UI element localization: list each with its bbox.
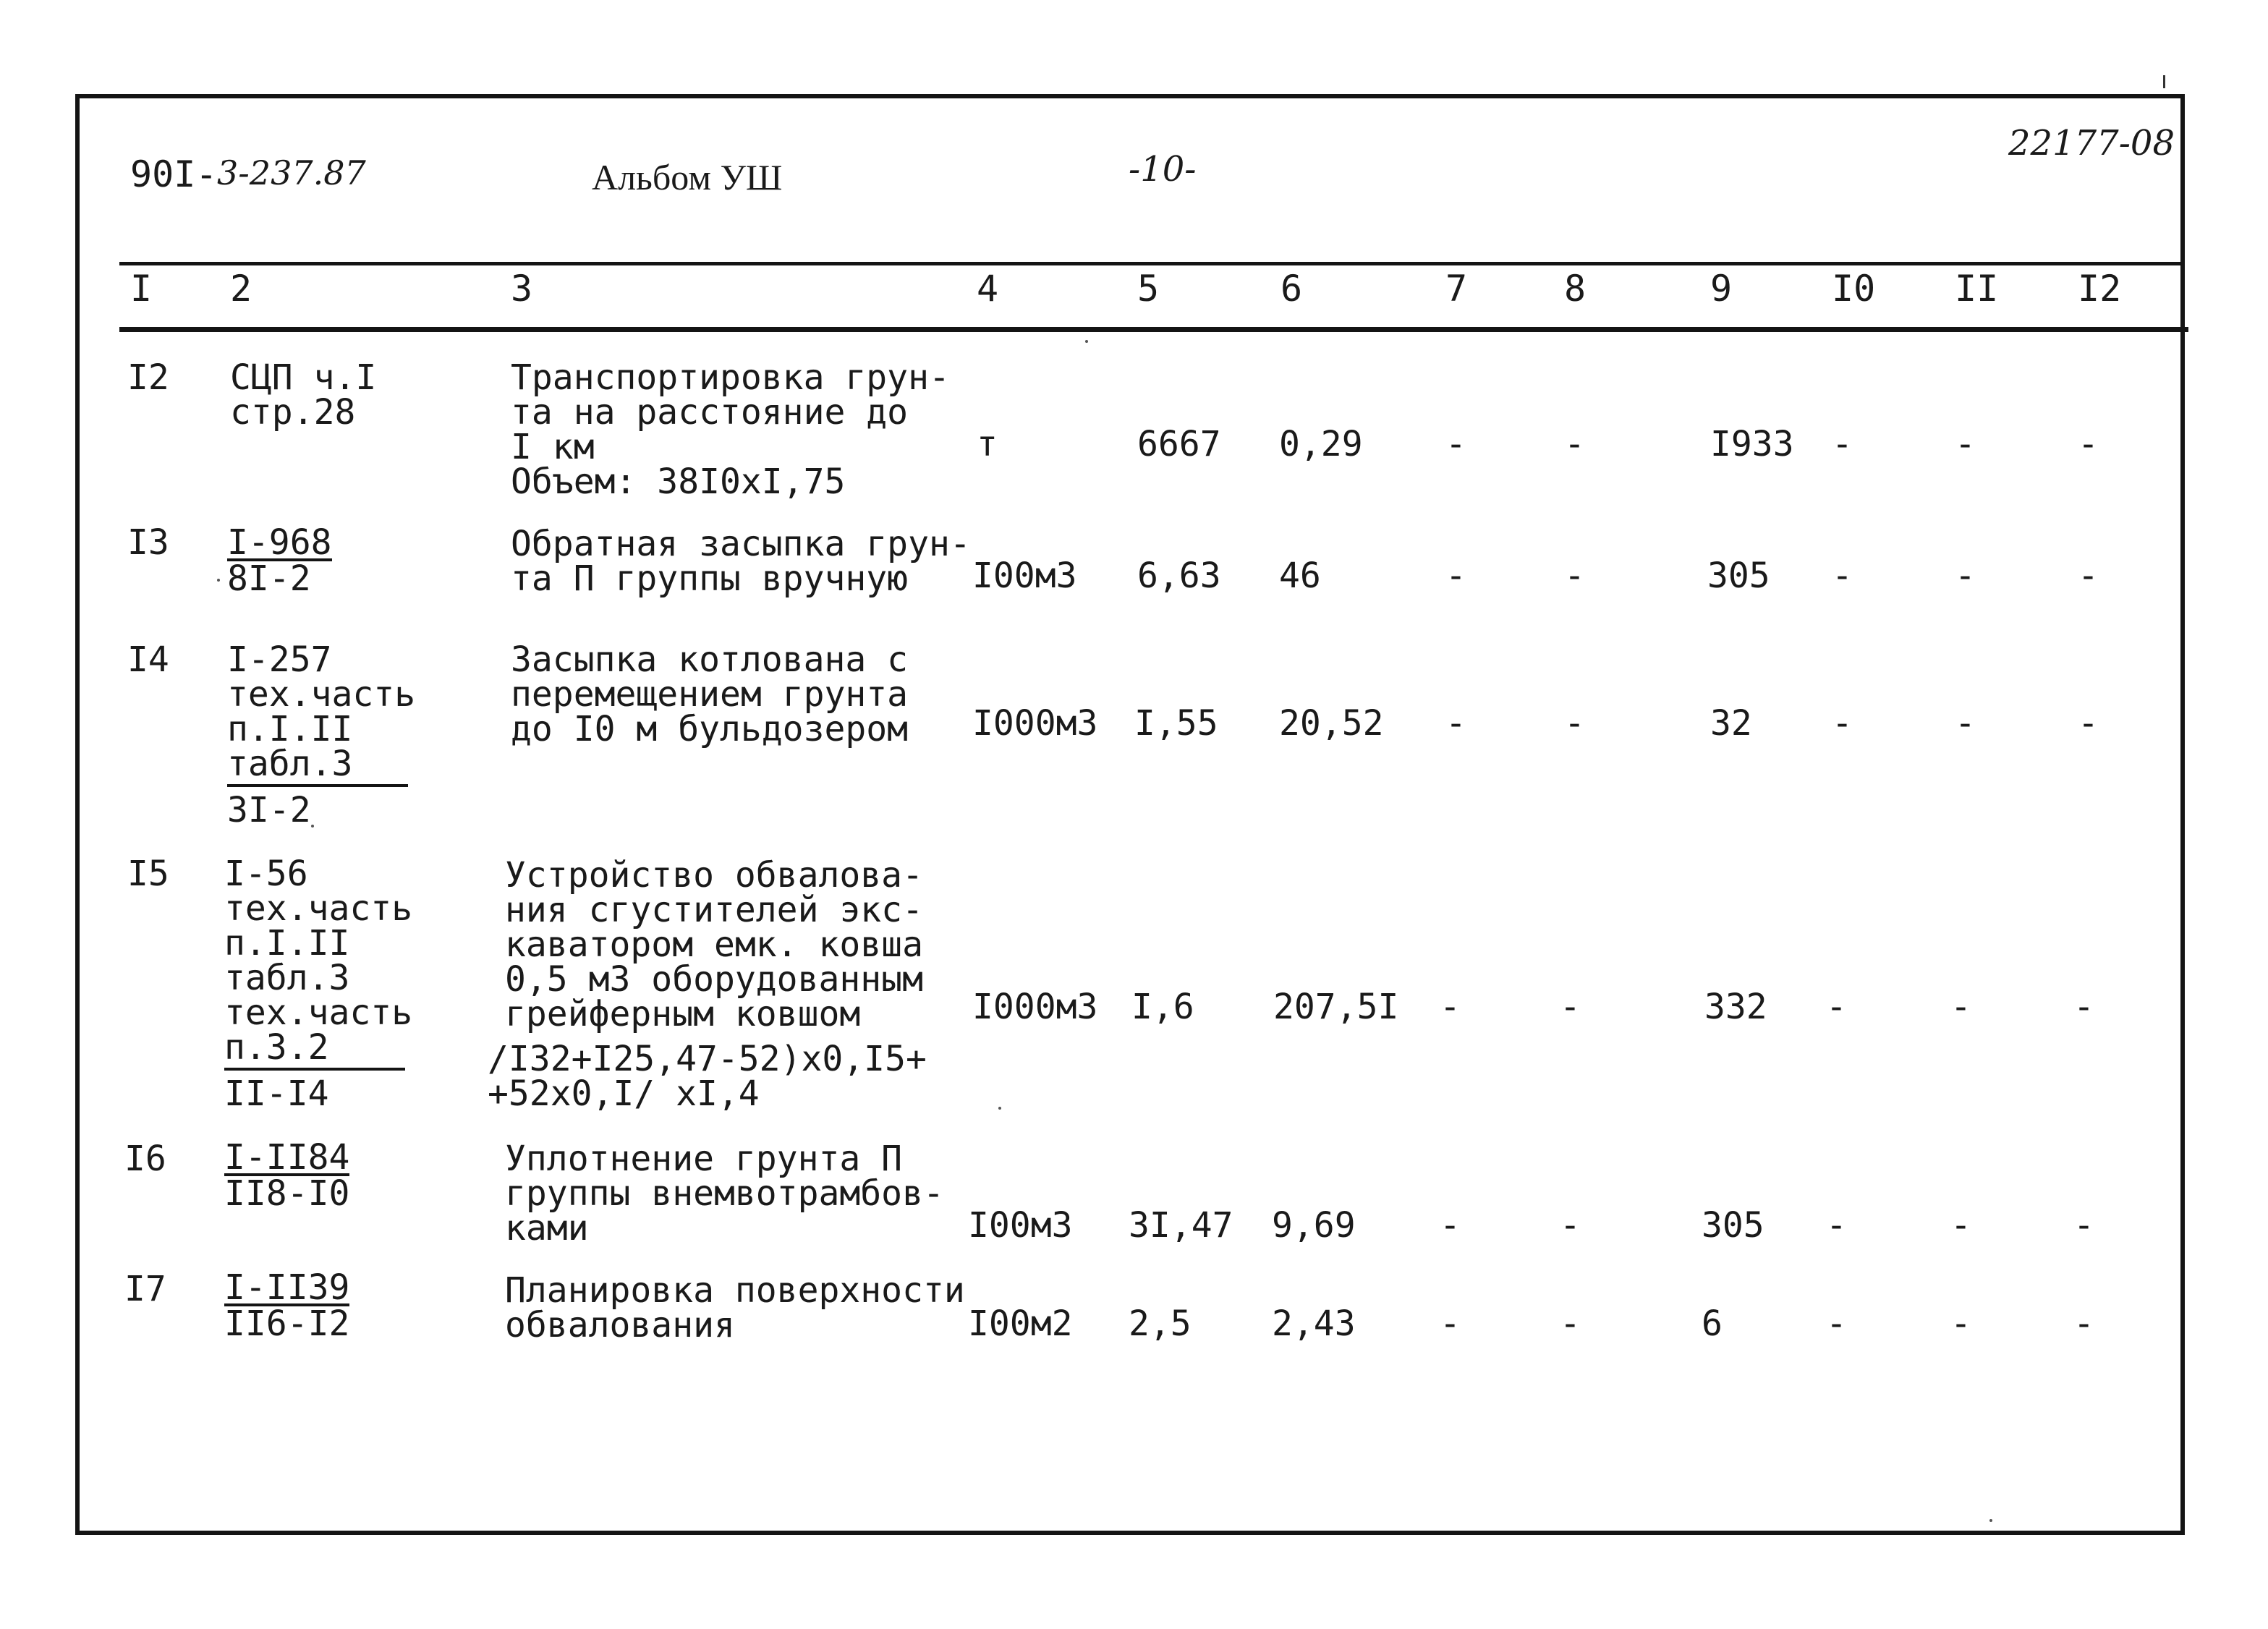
row-col5: 6,63 <box>1137 556 1221 596</box>
row-col9: 305 <box>1707 556 1770 596</box>
row-col6: 2,43 <box>1272 1303 1356 1344</box>
row-number: I3 <box>127 522 169 563</box>
col-header-10: I0 <box>1832 268 1876 310</box>
row-number: I2 <box>127 357 169 398</box>
row-reference: I-II84 II8-I0 <box>224 1137 350 1214</box>
row-col7: - <box>1440 1303 1461 1344</box>
row-col5: 2,5 <box>1129 1303 1192 1344</box>
row-unit: т <box>977 424 998 464</box>
col-header-4: 4 <box>977 268 999 310</box>
row-reference: СЦП ч.I стр.28 <box>230 357 377 433</box>
col-header-5: 5 <box>1137 268 1160 310</box>
col-header-7: 7 <box>1445 268 1468 310</box>
row-col7: - <box>1440 1205 1461 1246</box>
row-col6: 46 <box>1279 556 1321 596</box>
row-col11: - <box>1955 424 1976 464</box>
row-col9: 332 <box>1704 987 1767 1027</box>
inventory-number: 22177-08 <box>2008 123 2175 163</box>
row-formula: /I32+I25,47-52)x0,I5+ +52x0,I/ xI,4 <box>488 1039 927 1114</box>
row-col9: 6 <box>1702 1303 1723 1344</box>
scan-speck <box>1989 1519 1992 1522</box>
row-col12: - <box>2078 703 2099 744</box>
row-col9: 305 <box>1702 1205 1764 1246</box>
row-col5: I,6 <box>1131 987 1194 1027</box>
row-col11: - <box>1950 987 1971 1027</box>
row-col10: - <box>1826 987 1847 1027</box>
row-unit: I00м3 <box>972 556 1077 596</box>
row-unit: I00м2 <box>968 1303 1073 1344</box>
row-col12: - <box>2078 556 2099 596</box>
table-top-rule <box>119 262 2181 265</box>
row-col7: - <box>1445 424 1466 464</box>
row-col5: 3I,47 <box>1129 1205 1233 1246</box>
row-col7: - <box>1445 703 1466 744</box>
row-col7: - <box>1440 987 1461 1027</box>
row-col9: I933 <box>1710 424 1794 464</box>
row-description: Засыпка котлована с перемещением грунта до I0 м бульдозером <box>511 639 909 749</box>
row-col8: - <box>1560 987 1581 1027</box>
col-header-12: I2 <box>2078 268 2122 310</box>
row-col7: - <box>1445 556 1466 596</box>
row-col11: - <box>1955 703 1976 744</box>
page-number: -10- <box>1129 149 1197 190</box>
scan-speck <box>1085 340 1088 343</box>
row-description: Транспортировка грун- та на расстояние до I км Объем: 38I0xI,75 <box>511 357 950 502</box>
row-col11: - <box>1950 1205 1971 1246</box>
row-col12: - <box>2073 1205 2094 1246</box>
row-col8: - <box>1560 1205 1581 1246</box>
row-number: I4 <box>127 639 169 680</box>
row-col8: - <box>1564 424 1585 464</box>
row-col8: - <box>1560 1303 1581 1344</box>
row-col10: - <box>1826 1205 1847 1246</box>
row-col10: - <box>1832 424 1853 464</box>
row-number: I5 <box>127 854 169 894</box>
project-code-handwritten: 3-237.87 <box>217 153 366 192</box>
col-header-1: I <box>130 268 153 310</box>
col-header-8: 8 <box>1564 268 1587 310</box>
row-col11: - <box>1950 1303 1971 1344</box>
row-col8: - <box>1564 556 1585 596</box>
row-description: Устройство обвалова- ния сгустителей экс- каватором емк. ковша 0,5 м3 оборудованным грейферным ковшом <box>505 855 923 1034</box>
row-number: I6 <box>124 1139 166 1179</box>
row-description: Обратная засыпка грун- та П группы вручную <box>511 524 971 599</box>
row-unit: I00м3 <box>968 1205 1073 1246</box>
project-code-printed: 90I- <box>130 153 218 195</box>
row-col6: 20,52 <box>1279 703 1384 744</box>
row-col10: - <box>1832 703 1853 744</box>
row-col6: 0,29 <box>1279 424 1363 464</box>
row-col5: 6667 <box>1137 424 1221 464</box>
album-label: Альбом УШ <box>592 157 783 197</box>
row-col11: - <box>1955 556 1976 596</box>
col-header-9: 9 <box>1710 268 1733 310</box>
row-col6: 9,69 <box>1272 1205 1356 1246</box>
row-unit: I000м3 <box>972 703 1098 744</box>
row-col10: - <box>1826 1303 1847 1344</box>
scan-speck <box>998 1107 1001 1110</box>
row-col10: - <box>1832 556 1853 596</box>
row-col6: 207,5I <box>1273 987 1399 1027</box>
frame-tick <box>2163 75 2165 88</box>
row-reference: I-56 тех.часть п.I.II табл.3 тех.часть п.3.2 II-I4 <box>224 854 413 1114</box>
row-reference: I-968 8I-2 <box>227 522 332 599</box>
row-number: I7 <box>124 1269 166 1309</box>
row-unit: I000м3 <box>972 987 1098 1027</box>
row-reference: I-257 тех.часть п.I.II табл.3 3I-2 <box>227 639 416 830</box>
scan-speck <box>217 579 220 582</box>
row-col12: - <box>2073 1303 2094 1344</box>
col-header-6: 6 <box>1280 268 1303 310</box>
row-col12: - <box>2078 424 2099 464</box>
scan-speck <box>311 825 314 828</box>
row-col12: - <box>2073 987 2094 1027</box>
row-col5: I,55 <box>1134 703 1218 744</box>
row-reference: I-II39 II6-I2 <box>224 1267 350 1344</box>
col-header-11: II <box>1955 268 1999 310</box>
table-header-rule <box>119 327 2188 332</box>
row-col8: - <box>1564 703 1585 744</box>
row-col9: 32 <box>1710 703 1752 744</box>
col-header-2: 2 <box>230 268 252 310</box>
col-header-3: 3 <box>511 268 533 310</box>
row-description: Уплотнение грунта П группы внемвотрамбов- ками <box>505 1139 944 1249</box>
row-description: Планировка поверхности обвалования <box>505 1270 965 1345</box>
